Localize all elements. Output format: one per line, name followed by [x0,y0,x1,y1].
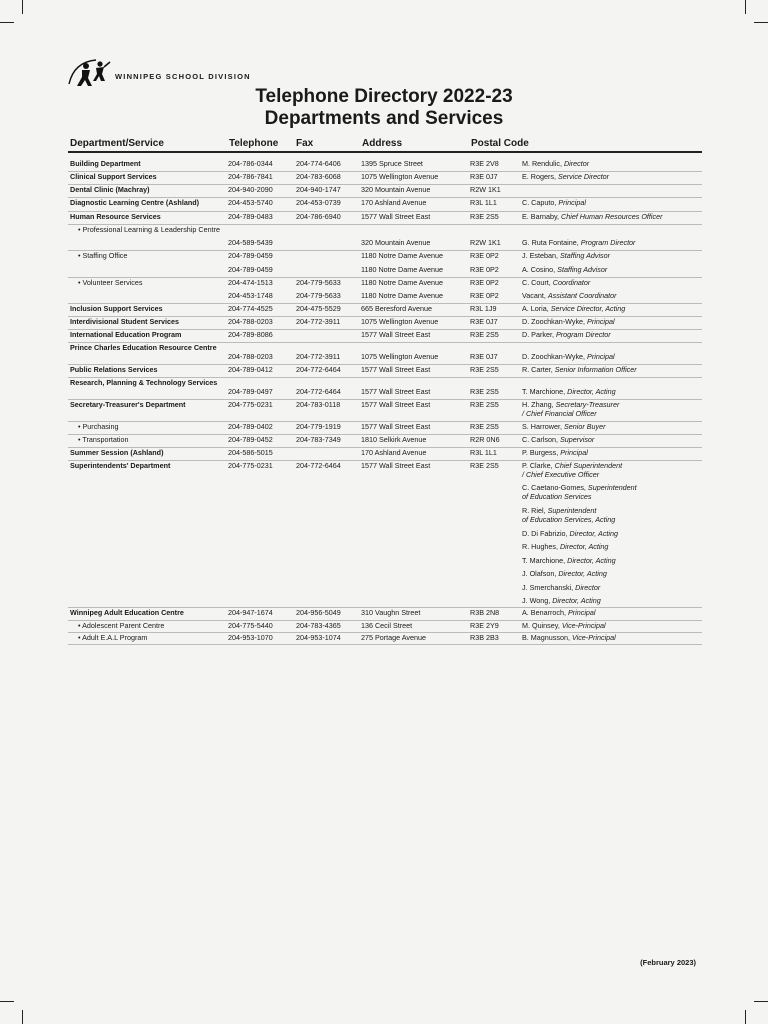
cell-fax: 204-783-0118 [296,400,341,409]
table-row [68,159,702,172]
table-row [68,304,702,317]
table-row [68,448,702,461]
cell-tel: 204-586-5015 [228,448,273,457]
contact-name: S. Harrower, [522,422,564,431]
contact-name: T. Marchione, [522,387,568,396]
cell-postal: R3B 2N8 [470,608,500,617]
cell-contact [522,483,637,492]
cell-fax: 204-772-3911 [296,352,341,361]
cell-contact [522,330,611,339]
cell-tel: 204-786-7841 [228,172,273,181]
contact-name: D. Zoochkan-Wyke, [522,317,588,326]
table-row [68,291,702,304]
contact-name: A. Benarroch, [522,608,568,617]
crop-mark [0,1001,14,1002]
cell-contact [522,409,597,418]
cell-fax: 204-940-1747 [296,185,341,194]
cell-contact [522,515,615,524]
cell-postal: R3E 0J7 [470,172,498,181]
contact-name: C. Caputo, [522,198,559,207]
contact-role: Director, Acting [567,556,616,565]
cell-postal: R2W 1K1 [470,238,501,247]
contact-role: Director [575,583,601,592]
crop-mark [745,0,746,14]
cell-fax: 204-772-6464 [296,387,341,396]
cell-tel: 204-775-0231 [228,461,273,470]
table-row [68,556,702,568]
table-row [68,461,702,469]
cell-contact [522,596,601,605]
cell-dept: • Adolescent Parent Centre [78,621,165,630]
cell-contact [522,265,607,274]
cell-contact [522,529,618,538]
contact-role: Staffing Advisor [557,265,608,274]
cell-tel: 204-953-1070 [228,633,273,642]
contact-name: C. Court, [522,278,553,287]
cell-addr: 1395 Spruce Street [361,159,423,168]
contact-name: P. Burgess, [522,448,561,457]
cell-addr: 1075 Wellington Avenue [361,172,439,181]
cell-tel: 204-940-2090 [228,185,273,194]
cell-dept: Building Department [70,159,141,168]
cell-postal: R3L 1L1 [470,448,497,457]
contact-role: Director, Acting [558,569,607,578]
column-header-dept: Department/Service [70,138,164,149]
column-header-fax: Fax [296,138,314,149]
cell-fax: 204-774-6406 [296,159,341,168]
header-divider [68,151,702,153]
crop-mark [22,1010,23,1024]
contact-name: M. Quinsey, [522,621,562,630]
cell-dept: Superintendents' Department [70,461,171,470]
table-row [68,422,702,435]
cell-addr: 1180 Notre Dame Avenue [361,278,444,287]
cell-contact [522,365,637,374]
cell-tel: 204-775-0231 [228,400,273,409]
crop-mark [22,0,23,14]
cell-postal: R2R 0N6 [470,435,500,444]
cell-postal: R3E 2S5 [470,400,499,409]
table-row [68,317,702,330]
contact-role: Director, Acting [559,542,609,551]
cell-addr: 1577 Wall Street East [361,387,431,396]
table-row [68,492,702,505]
table-row [68,238,702,251]
logo-text: WINNIPEG SCHOOL DIVISION [115,71,251,81]
column-header-telephone: Telephone [229,138,279,149]
crop-mark [745,1010,746,1024]
cell-addr: 320 Mountain Avenue [361,185,431,194]
crop-mark [0,22,14,23]
contact-role: Staffing Advisor [559,251,611,260]
cell-postal: R3E 2S5 [470,212,499,221]
table-row [68,251,702,264]
cell-tel: 204-789-0402 [228,422,273,431]
cell-contact [522,448,588,457]
cell-tel: 204-453-5740 [228,198,273,207]
cell-addr: 1180 Notre Dame Avenue [361,291,444,300]
cell-contact [522,583,600,592]
cell-postal: R3E 0P2 [470,251,499,260]
table-row [68,343,702,351]
table-row [68,515,702,528]
title-line-1: Telephone Directory 2022-23 [255,86,513,107]
contact-name: P. Clarke, [522,461,555,470]
contact-name: C. Carlson, [522,435,560,444]
cell-postal: R3E 0J7 [470,317,498,326]
cell-addr: 665 Beresford Avenue [361,304,432,313]
cell-tel: 204-789-0459 [228,265,273,274]
cell-tel: 204-775-5440 [228,621,273,630]
contact-role: / Chief Financial Officer [522,409,597,418]
cell-tel: 204-774-4525 [228,304,273,313]
contact-role: Program Director [555,330,611,339]
table-row [68,621,702,633]
cell-contact [522,251,610,260]
cell-addr: 1180 Notre Dame Avenue [361,251,444,260]
contact-name: R. Carter, [522,365,555,374]
contact-role: Coordinator [552,278,591,287]
cell-dept: • Staffing Office [78,251,128,260]
contact-name: D. Di Fabrizio, [522,529,570,538]
cell-contact [522,569,607,578]
cell-dept: Interdivisional Student Services [70,317,180,326]
cell-tel: 204-474-1513 [228,278,273,287]
table-row [68,569,702,582]
contact-role: / Chief Executive Officer [522,470,600,479]
cell-postal: R3E 2S5 [470,422,499,431]
contact-name: D. Zoochkan-Wyke, [522,352,588,361]
cell-fax: 204-779-5633 [296,291,341,300]
contact-role: Superintendent [547,506,597,515]
cell-addr: 1810 Selkirk Avenue [361,435,427,444]
title-line-2: Departments and Services [264,108,504,129]
cell-contact [522,198,586,207]
cell-fax: 204-783-6068 [296,172,341,181]
cell-postal: R3E 0P2 [470,291,499,300]
cell-dept: • Purchasing [78,422,119,431]
contact-role: Superintendent [587,483,637,492]
cell-postal: R3E 0P2 [470,278,499,287]
cell-dept: Clinical Support Services [70,172,157,181]
cell-tel: 204-788-0203 [228,352,273,361]
cell-addr: 310 Vaughn Street [361,608,421,617]
cell-addr: 1577 Wall Street East [361,330,431,339]
table-row [68,470,702,482]
cell-tel: 204-789-0483 [228,212,273,221]
table-row [68,330,702,343]
contact-role: of Education Services, Acting [522,515,616,524]
contact-role: Supervisor [559,435,595,444]
cell-fax: 204-772-6464 [296,365,341,374]
contact-role: Service Director, Acting [550,304,626,313]
cell-fax: 204-453-0739 [296,198,341,207]
cell-addr: 1180 Notre Dame Avenue [361,265,444,274]
cell-postal: R2W 1K1 [470,185,501,194]
cell-fax: 204-783-7349 [296,435,341,444]
cell-contact [522,304,625,313]
cell-fax: 204-772-6464 [296,461,341,470]
contact-name: H. Zhang, [522,400,556,409]
contact-name: R. Hughes, [522,542,560,551]
cell-tel: 204-786-0344 [228,159,273,168]
cell-tel: 204-789-8086 [228,330,273,339]
cell-dept: Public Relations Services [70,365,158,374]
cell-contact [522,633,616,642]
contact-role: Director, Acting [569,529,618,538]
cell-postal: R3E 2S5 [470,330,499,339]
cell-contact [522,387,616,396]
cell-addr: 1577 Wall Street East [361,400,431,409]
cell-fax: 204-779-1919 [296,422,341,431]
cell-dept: Diagnostic Learning Centre (Ashland) [70,198,199,207]
cell-tel: 204-453-1748 [228,291,273,300]
footer-date: (February 2023) [640,958,696,967]
cell-contact [522,506,596,515]
table-row [68,185,702,198]
cell-addr: 1577 Wall Street East [361,212,431,221]
table-row [68,352,702,365]
contact-name: J. Smerchanski, [522,583,576,592]
table-row [68,198,702,212]
contact-role: Director [563,159,590,168]
cell-tel: 204-789-0459 [228,251,273,260]
contact-role: Assistant Coordinator [547,291,617,300]
contact-name: M. Rendulic, [522,159,564,168]
table-row [68,225,702,237]
table-row [68,400,702,408]
table-row [68,596,702,608]
table-row [68,483,702,491]
cell-postal: R3E 2Y9 [470,621,499,630]
table-row [68,583,702,595]
cell-tel: 204-589-5439 [228,238,273,247]
cell-fax: 204-786-6940 [296,212,341,221]
cell-contact [522,435,594,444]
table-row [68,365,702,378]
cell-fax: 204-956-5049 [296,608,341,617]
cell-contact [522,492,592,501]
cell-addr: 1075 Wellington Avenue [361,352,439,361]
cell-contact [522,317,615,326]
contact-role: Principal [587,352,615,361]
cell-dept: Winnipeg Adult Education Centre [70,608,184,617]
crop-mark [754,22,768,23]
contact-name: D. Parker, [522,330,556,339]
cell-fax: 204-953-1074 [296,633,341,642]
table-row [68,265,702,278]
page-title [0,86,768,130]
cell-contact [522,212,663,221]
contact-name: R. Riel, [522,506,548,515]
column-header-postal-code: Postal Code [471,138,529,149]
contact-role: Senior Information Officer [554,365,637,374]
cell-contact [522,352,615,361]
contact-role: Secretary-Treasurer [555,400,620,409]
contact-name: Vacant, [522,291,548,300]
table-row [68,542,702,555]
contact-role: Principal [558,198,586,207]
contact-name: E. Barnaby, [522,212,562,221]
cell-contact [522,461,622,470]
cell-contact [522,556,616,565]
cell-fax: 204-779-5633 [296,278,341,287]
cell-tel: 204-789-0412 [228,365,273,374]
contact-role: Chief Human Resources Officer [561,212,663,221]
cell-postal: R3L 1L1 [470,198,497,207]
cell-fax: 204-783-4365 [296,621,341,630]
cell-contact [522,542,608,551]
cell-dept: Dental Clinic (Machray) [70,185,150,194]
cell-contact [522,278,590,287]
contact-role: Program Director [580,238,636,247]
contact-role: Service Director [557,172,610,181]
contact-name: A. Loria, [522,304,551,313]
cell-dept: Inclusion Support Services [70,304,163,313]
table-row [68,506,702,514]
cell-contact [522,621,606,630]
cell-contact [522,291,617,300]
cell-postal: R3B 2B3 [470,633,499,642]
cell-dept: • Adult E.A.L Program [78,633,148,642]
cell-dept: • Professional Learning & Leadership Centre [78,225,220,234]
cell-addr: 170 Ashland Avenue [361,448,427,457]
cell-contact [522,608,596,617]
contact-role: Principal [587,317,615,326]
cell-tel: 204-947-1674 [228,608,273,617]
cell-contact [522,238,635,247]
contact-name: J. Olafson, [522,569,559,578]
cell-dept: Summer Session (Ashland) [70,448,164,457]
contact-name: A. Cosino, [522,265,558,274]
cell-addr: 1577 Wall Street East [361,365,431,374]
cell-postal: R3E 2V8 [470,159,499,168]
cell-tel: 204-789-0497 [228,387,273,396]
cell-fax: 204-475-5529 [296,304,341,313]
table-row [68,633,702,645]
cell-dept: International Education Program [70,330,182,339]
contact-role: Principal [560,448,588,457]
column-header-address: Address [362,138,403,149]
cell-postal: R3E 2S5 [470,461,499,470]
table-row [68,409,702,422]
cell-postal: R3L 1J9 [470,304,497,313]
cell-contact [522,159,589,168]
table-row [68,212,702,225]
contact-name: B. Magnusson, [522,633,572,642]
contact-role: Principal [567,608,596,617]
cell-addr: 1075 Wellington Avenue [361,317,439,326]
cell-postal: R3E 0P2 [470,265,499,274]
contact-name: E. Rogers, [522,172,558,181]
cell-addr: 1577 Wall Street East [361,422,431,431]
cell-tel: 204-788-0203 [228,317,273,326]
cell-dept: Human Resource Services [70,212,161,221]
cell-contact [522,172,609,181]
cell-contact [522,422,606,431]
cell-dept: Research, Planning & Technology Services [70,378,218,387]
table-row [68,387,702,400]
cell-contact [522,470,599,479]
table-row [68,435,702,448]
cell-dept: • Volunteer Services [78,278,143,287]
contact-name: G. Ruta Fontaine, [522,238,581,247]
table-row [68,378,702,386]
table-row [68,608,702,621]
cell-dept: Secretary-Treasurer's Department [70,400,186,409]
contact-role: Senior Buyer [563,422,606,431]
table-row [68,172,702,185]
contact-role: Director, Acting [567,387,616,396]
cell-postal: R3E 2S5 [470,365,499,374]
crop-mark [754,1001,768,1002]
contact-role: Vice-Principal [571,633,616,642]
contact-role: Chief Superintendent [554,461,623,470]
cell-tel: 204-789-0452 [228,435,273,444]
contact-name: C. Caetano-Gomes, [522,483,588,492]
contact-name: J. Wong, [522,596,553,605]
cell-contact [522,400,619,409]
cell-dept: Prince Charles Education Resource Centre [70,343,217,352]
contact-role: Vice-Principal [561,621,606,630]
cell-addr: 275 Portage Avenue [361,633,427,642]
cell-dept: • Transportation [78,435,129,444]
table-row [68,278,702,290]
cell-postal: R3E 0J7 [470,352,498,361]
contact-role: Director, Acting [552,596,601,605]
cell-postal: R3E 2S5 [470,387,499,396]
cell-addr: 136 Cecil Street [361,621,413,630]
contact-name: T. Marchione, [522,556,568,565]
cell-addr: 170 Ashland Avenue [361,198,427,207]
contact-name: J. Esteban, [522,251,560,260]
cell-fax: 204-772-3911 [296,317,341,326]
table-row [68,529,702,541]
contact-role: of Education Services [522,492,592,501]
cell-addr: 320 Mountain Avenue [361,238,431,247]
cell-addr: 1577 Wall Street East [361,461,431,470]
